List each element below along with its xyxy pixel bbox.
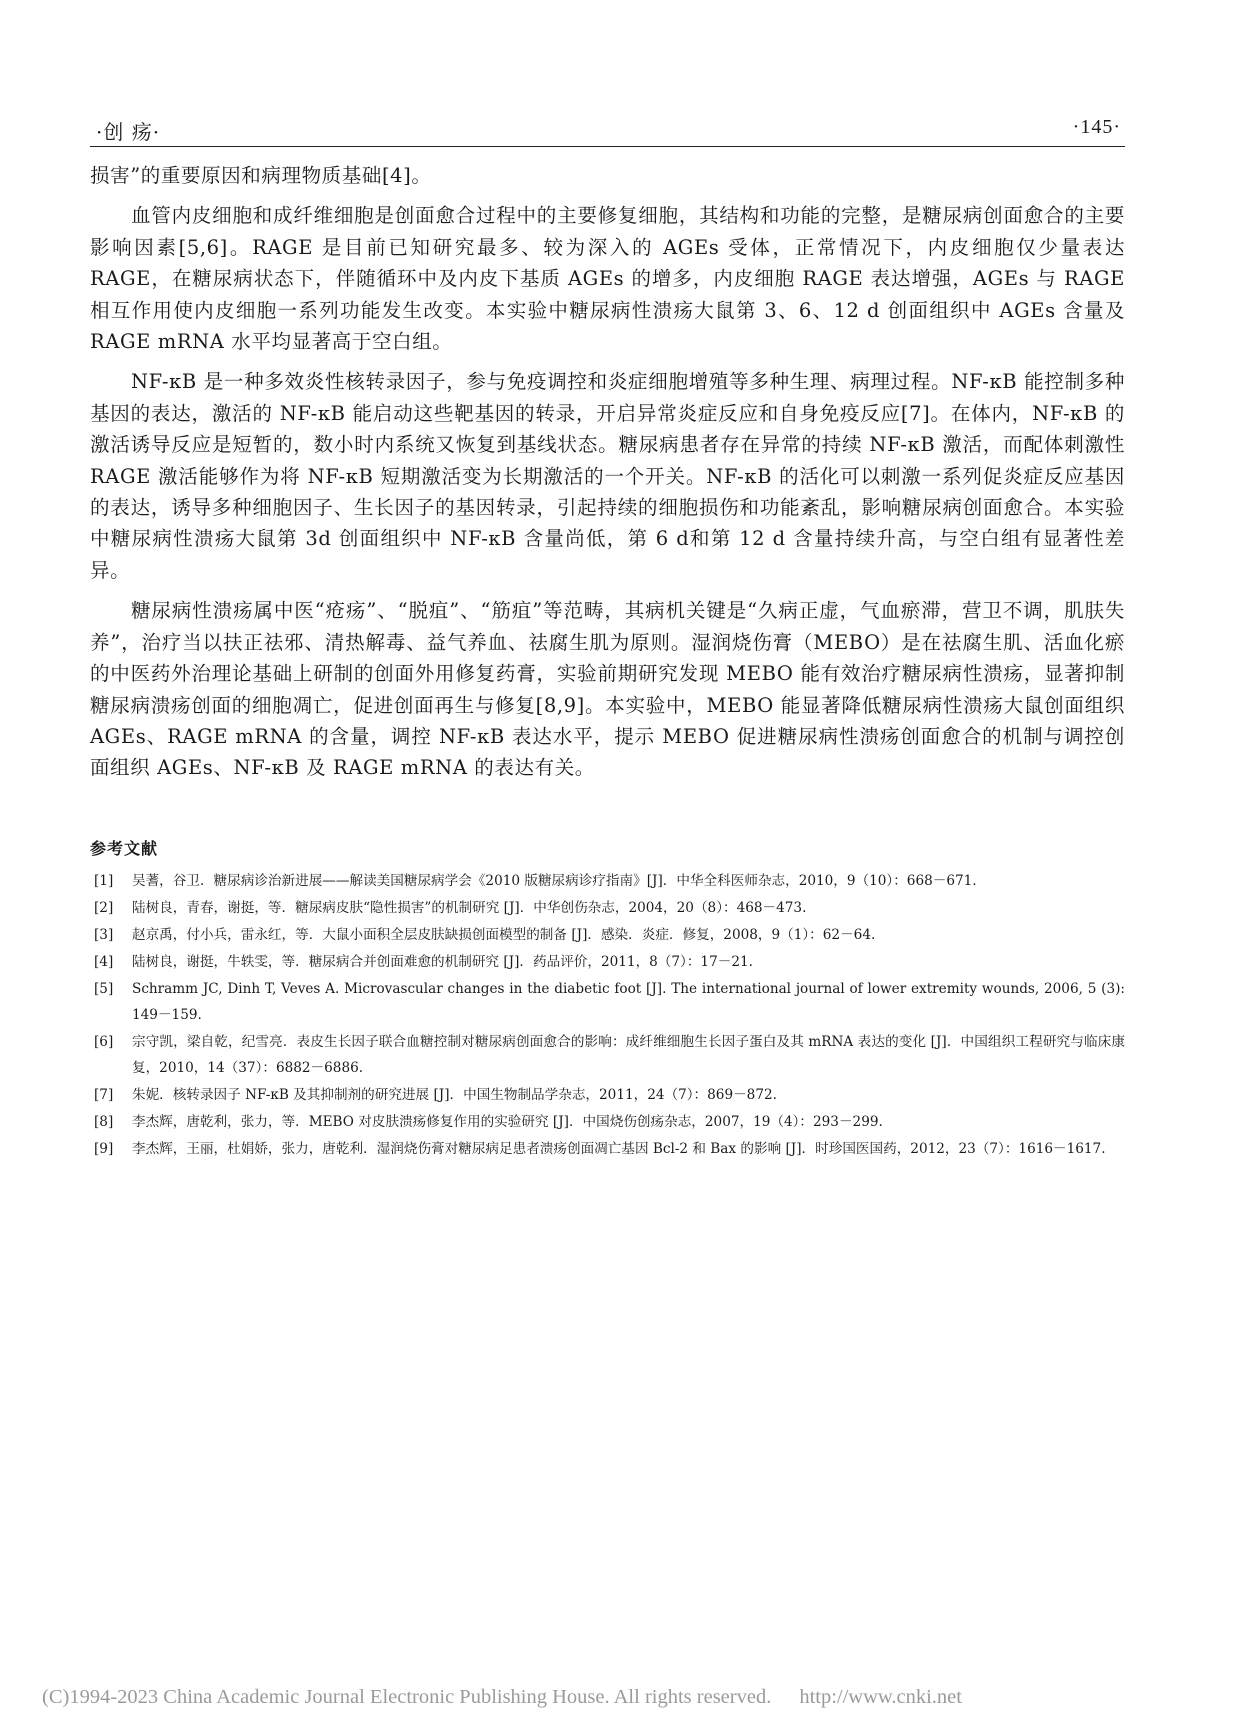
copyright-footer bbox=[42, 1686, 1242, 1709]
reference-text: 陆树良，谢挺，牛轶雯，等．糖尿病合并创面难愈的机制研究 [J]．药品评价，2011，8（7）：17－21. bbox=[132, 954, 753, 970]
header-rule bbox=[90, 146, 1125, 147]
body-paragraph-3: NF-κB 是一种多效炎性核转录因子，参与免疫调控和炎症细胞增殖等多种生理、病理过程。NF-κB 能控制多种基因的表达，激活的 NF-κB 能启动这些靶基因的转录，开启异常炎症反应和自身免疫反应[7]。在体内，NF-κB 的激活诱导反应是短暂的，数小时内系统又恢复到基线状态。糖尿病患者存在异常的持续 NF-κB 激活，而配体刺激性 RAGE 激活能够作为将 NF-κB 短期激活变为长期激活的一个开关。NF-κB 的活化可以刺激一系列促炎症反应基因的表达，诱导多种细胞因子、生长因子的基因转录，引起持续的细胞损伤和功能紊乱，影响糖尿病创面愈合。本实验中糖尿病性溃疡大鼠第 3d 创面组织中 NF-κB 含量尚低，第 6 d和第 12 d 含量持续升高，与空白组有显著性差异。 bbox=[90, 370, 1125, 582]
page-number: ·145· bbox=[1072, 116, 1121, 138]
reference-number: [1] bbox=[94, 873, 114, 889]
reference-item bbox=[90, 1082, 1125, 1108]
reference-text: Schramm JC, Dinh T, Veves A. Microvascular changes in the diabetic foot [J]. The international journal of lower extremity wounds, 2006, 5 (3): 149－159. bbox=[132, 981, 1125, 1023]
reference-number: [6] bbox=[94, 1034, 114, 1050]
reference-number: [4] bbox=[94, 954, 114, 970]
reference-number: [8] bbox=[94, 1114, 114, 1130]
copyright-text: (C)1994-2023 China Academic Journal Electronic Publishing House. All rights reserved. bbox=[42, 1686, 772, 1708]
reference-item bbox=[90, 1109, 1125, 1135]
running-header bbox=[90, 112, 1125, 142]
body-paragraph-1: 损害”的重要原因和病理物质基础[4]。 bbox=[90, 164, 432, 187]
reference-item bbox=[90, 1029, 1125, 1081]
reference-text: 吴蓍，谷卫．糖尿病诊治新进展——解读美国糖尿病学会《2010 版糖尿病诊疗指南》[J]．中华全科医师杂志，2010，9（10）：668－671. bbox=[132, 873, 977, 889]
reference-item bbox=[90, 1136, 1125, 1162]
reference-item bbox=[90, 895, 1125, 921]
body-paragraph-2: 血管内皮细胞和成纤维细胞是创面愈合过程中的主要修复细胞，其结构和功能的完整，是糖尿病创面愈合的主要影响因素[5,6]。RAGE 是目前已知研究最多、较为深入的 AGEs 受体，正常情况下，内皮细胞仅少量表达 RAGE，在糖尿病状态下，伴随循环中及内皮下基质 AGEs 的增多，内皮细胞 RAGE 表达增强，AGEs 与 RAGE 相互作用使内皮细胞一系列功能发生改变。本实验中糖尿病性溃疡大鼠第 3、6、12 d 创面组织中 AGEs 含量及 RAGE mRNA 水平均显著高于空白组。 bbox=[90, 204, 1125, 354]
reference-text: 赵京禹，付小兵，雷永红，等．大鼠小面积全层皮肤缺损创面模型的制备 [J]．感染．炎症．修复，2008，9（1）：62－64. bbox=[132, 927, 876, 943]
reference-list bbox=[90, 868, 1125, 1163]
reference-number: [3] bbox=[94, 927, 114, 943]
reference-item bbox=[90, 949, 1125, 975]
reference-text: 陆树良，青春，谢挺，等．糖尿病皮肤“隐性损害”的机制研究 [J]．中华创伤杂志，2004，20（8）：468－473. bbox=[132, 900, 807, 916]
reference-text: 朱妮．核转录因子 NF-κB 及其抑制剂的研究进展 [J]．中国生物制品学杂志，2011，24（7）：869－872. bbox=[132, 1087, 777, 1103]
reference-number: [7] bbox=[94, 1087, 114, 1103]
reference-item bbox=[90, 976, 1125, 1028]
reference-text: 宗守凯，梁自乾，纪雪亮．表皮生长因子联合血糖控制对糖尿病创面愈合的影响：成纤维细胞生长因子蛋白及其 mRNA 表达的变化 [J]．中国组织工程研究与临床康复，2010，14（37）：6882－6886. bbox=[132, 1034, 1125, 1076]
reference-text: 李杰辉，王丽，杜娟娇，张力，唐乾利．湿润烧伤膏对糖尿病足患者溃疡创面凋亡基因 Bcl-2 和 Bax 的影响 [J]．时珍国医国药，2012，23（7）：1616－1617. bbox=[132, 1141, 1106, 1157]
reference-number: [2] bbox=[94, 900, 114, 916]
footer-url: http://www.cnki.net bbox=[799, 1686, 962, 1708]
reference-item bbox=[90, 922, 1125, 948]
references-heading: 参考文献 bbox=[90, 839, 159, 858]
body-paragraph-4: 糖尿病性溃疡属中医“疮疡”、“脱疽”、“筋疽”等范畴，其病机关键是“久病正虚，气血瘀滞，营卫不调，肌肤失养”，治疗当以扶正祛邪、清热解毒、益气养血、祛腐生肌为原则。湿润烧伤膏（MEBO）是在祛腐生肌、活血化瘀的中医药外治理论基础上研制的创面外用修复药膏，实验前期研究发现 MEBO 能有效治疗糖尿病性溃疡，显著抑制糖尿病溃疡创面的细胞凋亡，促进创面再生与修复[8,9]。本实验中，MEBO 能显著降低糖尿病性溃疡大鼠创面组织 AGEs、RAGE mRNA 的含量，调控 NF-κB 表达水平，提示 MEBO 促进糖尿病性溃疡创面愈合的机制与调控创面组织 AGEs、NF-κB 及 RAGE mRNA 的表达有关。 bbox=[90, 599, 1125, 780]
section-title: ·创 疡· bbox=[96, 120, 161, 144]
reference-number: [9] bbox=[94, 1141, 114, 1157]
article-body bbox=[90, 160, 1125, 793]
reference-text: 李杰辉，唐乾利，张力，等．MEBO 对皮肤溃疡修复作用的实验研究 [J]．中国烧伤创疡杂志，2007，19（4）：293－299. bbox=[132, 1114, 883, 1130]
reference-number: [5] bbox=[94, 981, 114, 997]
reference-item bbox=[90, 868, 1125, 894]
